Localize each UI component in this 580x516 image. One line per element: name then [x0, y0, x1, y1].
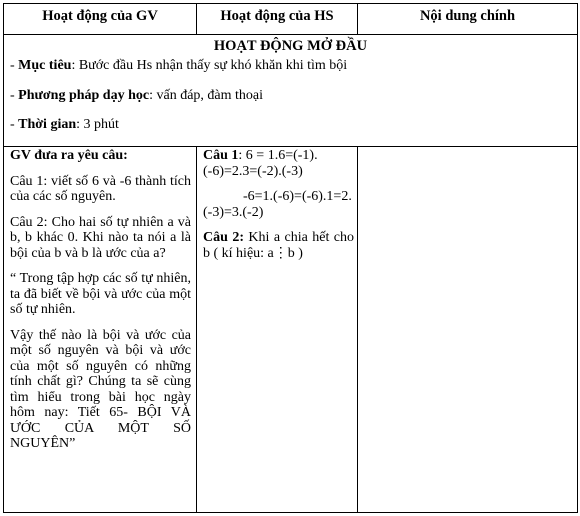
method-label: Phương pháp dạy học	[18, 88, 150, 103]
table-right-border	[577, 3, 578, 513]
method-text: : vấn đáp, đàm thoại	[149, 88, 264, 103]
hs-column	[203, 148, 354, 261]
goal-label: Mục tiêu	[18, 58, 72, 73]
hs-answer-2-label: Câu 2:	[203, 230, 244, 245]
hs-answer-2-text: Khi a chia hết cho b ( kí hiệu: a⋮b )	[203, 230, 354, 261]
content-column	[358, 147, 577, 512]
gv-question-1: Câu 1: viết số 6 và -6 thành tích của các số nguyên.	[10, 173, 191, 204]
hs-answer-1	[203, 148, 354, 179]
table-top-border	[3, 3, 578, 4]
table-left-border	[3, 3, 4, 513]
time-label: Thời gian	[18, 117, 77, 132]
hs-answer-1-label: Câu 1	[203, 148, 239, 163]
header-bottom-border	[3, 34, 578, 35]
time-line: - Thời gian: 3 phút	[10, 117, 119, 132]
hs-answer-2	[203, 230, 354, 261]
hs-answer-1-text: : 6 = 1.6=(-1).(-6)=2.3=(-2).(-3)	[203, 148, 318, 179]
goal-line: - Mục tiêu: Bước đầu Hs nhận thấy sự khó khăn khi tìm bội	[10, 58, 348, 73]
header-gv: Hoạt động của GV	[42, 8, 158, 24]
method-line: - Phương pháp dạy học: vấn đáp, đàm thoại	[10, 88, 264, 103]
gv-column	[10, 148, 191, 452]
gv-quote: “ Trong tập hợp các số tự nhiên, ta đã biết về bội và ước của một số tự nhiên.	[10, 271, 191, 317]
header-hs: Hoạt động của HS	[220, 8, 334, 24]
gv-question-2: Câu 2: Cho hai số tự nhiên a và b, b khác 0. Khi nào ta nói a là bội của b và b là ước của a?	[10, 214, 191, 261]
table-bottom-border	[3, 512, 578, 513]
gv-heading: GV đưa ra yêu câu:	[10, 148, 128, 163]
col1-divider-body	[196, 146, 197, 513]
header-content: Nội dung chính	[419, 8, 516, 24]
hs-answer-1-line2: -6=1.(-6)=(-6).1=2.(-3)=3.(-2)	[203, 189, 352, 220]
section-title: HOẠT ĐỘNG MỞ ĐẦU	[213, 38, 368, 54]
gv-intro: Vậy thế nào là bội và ước của một số nguyên và bội và ước của một số nguyên có những tính chất gì? Chúng ta sẽ cùng tìm hiểu trong bài học ngày hôm nay: Tiết 65- BỘI VÀ ƯỚC CỦA MỘT SỐ NGUYÊN”	[10, 327, 191, 451]
goal-text: : Bước đầu Hs nhận thấy sự khó khăn khi tìm bội	[71, 58, 348, 73]
time-text: : 3 phút	[76, 117, 119, 132]
